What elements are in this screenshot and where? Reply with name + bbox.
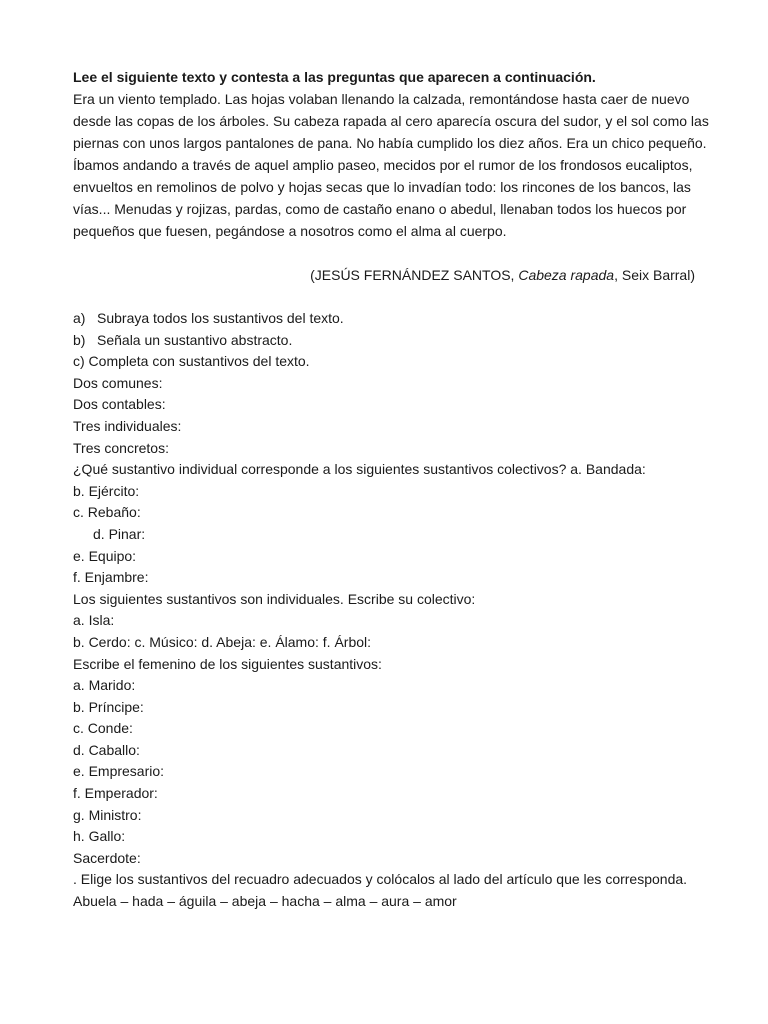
answer-line: f. Emperador: [73, 785, 158, 802]
answer-line: a. Isla: [73, 612, 115, 629]
item-text: Subraya todos los sustantivos del texto. [97, 310, 344, 326]
instructions-heading: Lee el siguiente texto y contesta a las preguntas que aparecen a continuación. [73, 69, 596, 85]
reading-passage: Era un viento templado. Las hojas volaban llenando la calzada, remontándose hasta caer de nuevo desde las copas de los árboles. Su cabeza rapada al cero aparecía oscura del sudor, y el sol como las piernas con unos largos pantalones de pana. No había cumplido los diez años. Era un chico pequeño. Íbamos andando a través de aquel amplio paseo, mecidos por el rumor de los frondosos eucaliptos, envueltos en remolinos de polvo y hojas secas que lo invadían todo: los rincones de los bancos, las vías... Menudas y rojizas, pardas, como de castaño enano o abedul, llenaban todos los huecos por pequeños que fuesen, pegándose a nosotros como el alma al cuerpo. [73, 91, 709, 239]
answer-line: d. Caballo: [73, 741, 140, 758]
answer-line: a. Marido: [73, 677, 136, 694]
answer-line: Tres concretos: [73, 439, 169, 456]
citation-title: Cabeza rapada [518, 267, 615, 283]
individual-question: Los siguientes sustantivos son individuales. Escribe su colectivo: [73, 590, 476, 607]
exercise-list [73, 308, 713, 913]
article-question: . Elige los sustantivos del recuadro adecuados y colócalos al lado del artículo que les corresponda. [73, 871, 688, 888]
citation-author: (JESÚS FERNÁNDEZ SANTOS, [310, 267, 519, 283]
exercise-item-a [73, 308, 713, 330]
answer-line: Dos comunes: [73, 374, 163, 391]
exercise-item-b [73, 330, 713, 352]
answer-line: c. Conde: [73, 720, 133, 737]
answer-line: b. Cerdo: c. Músico: d. Abeja: e. Álamo: f. Árbol: [73, 633, 372, 650]
item-marker: b) [73, 331, 86, 348]
word-box: Abuela – hada – águila – abeja – hacha – alma – aura – amor [73, 893, 457, 910]
answer-line: c. Rebaño: [73, 504, 141, 521]
answer-line: g. Ministro: [73, 806, 142, 823]
answer-line: f. Enjambre: [73, 569, 149, 586]
collective-question: ¿Qué sustantivo individual corresponde a los siguientes sustantivos colectivos? a. Bandada: [73, 461, 646, 478]
answer-line: Sacerdote: [73, 849, 141, 866]
answer-line: b. Príncipe: [73, 698, 144, 715]
answer-line: Tres individuales: [73, 417, 182, 434]
item-marker: a) [73, 310, 86, 326]
answer-line: e. Equipo: [73, 547, 137, 564]
answer-line: Dos contables: [73, 396, 166, 413]
feminine-question: Escribe el femenino de los siguientes sustantivos: [73, 655, 382, 672]
item-text: Señala un sustantivo abstracto. [97, 331, 293, 348]
answer-line: e. Empresario: [73, 763, 165, 780]
exercise-c-prompt: c) Completa con sustantivos del texto. [73, 353, 310, 370]
citation-publisher: , Seix Barral) [614, 267, 695, 283]
citation [73, 264, 713, 286]
answer-line: b. Ejército: [73, 482, 140, 499]
answer-line: h. Gallo: [73, 828, 126, 845]
document-page [73, 66, 713, 913]
answer-line: d. Pinar: [93, 525, 146, 542]
